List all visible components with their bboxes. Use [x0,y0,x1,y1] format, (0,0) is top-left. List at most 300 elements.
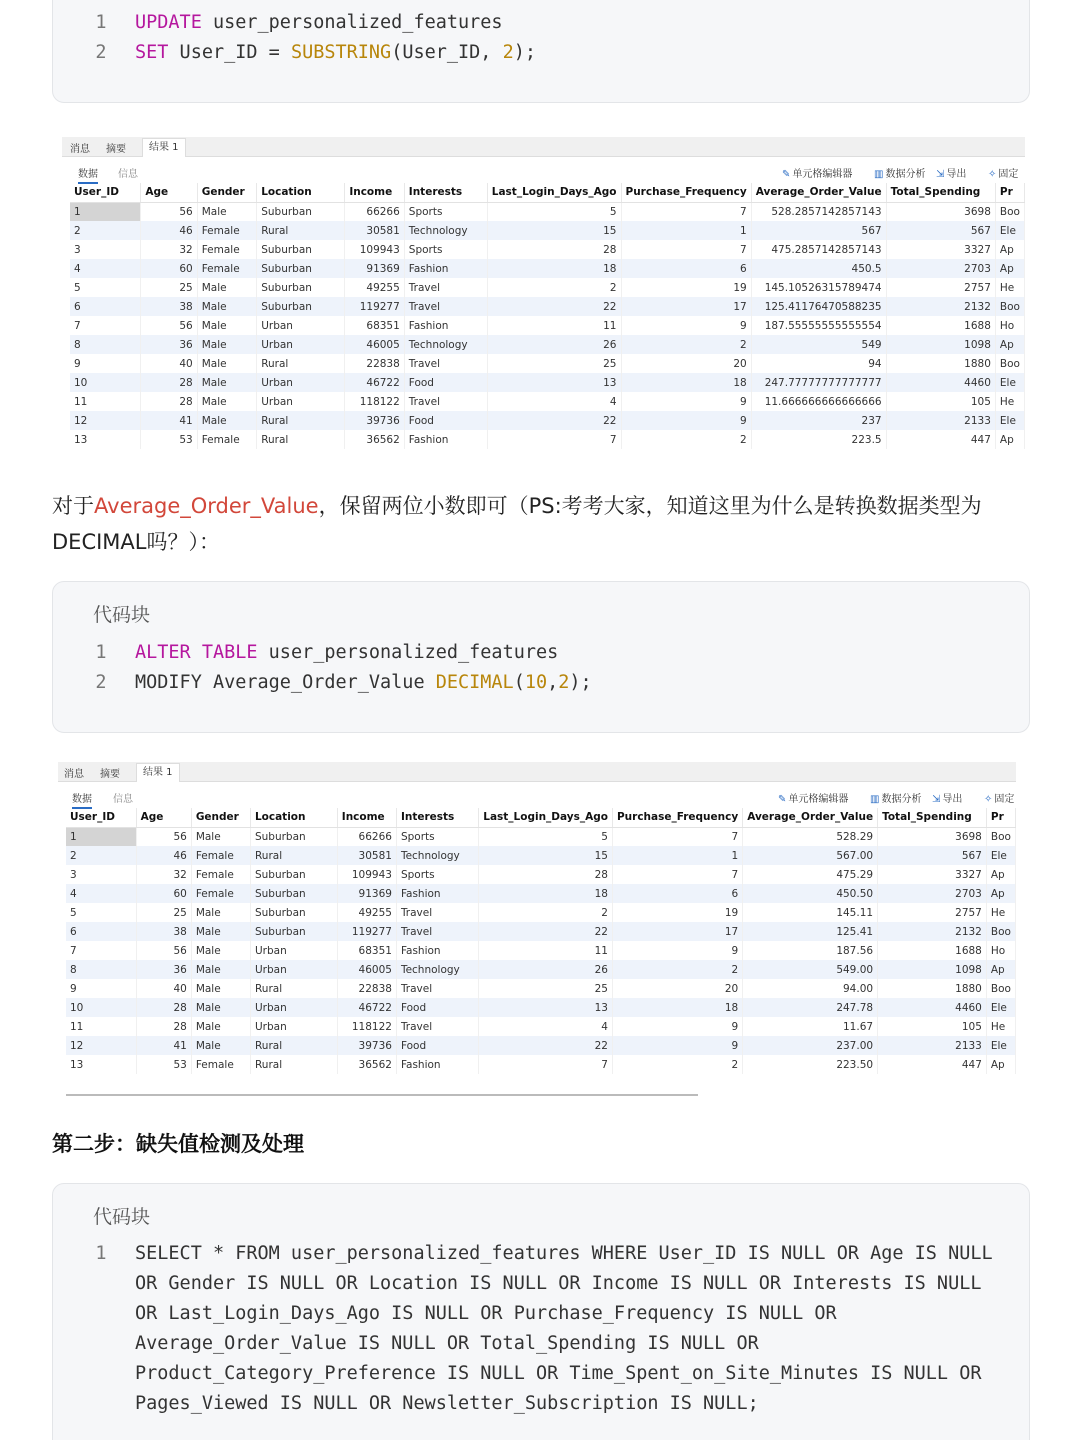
table-row[interactable] [66,922,1016,941]
table-cell[interactable]: 56 [141,202,197,221]
table-cell[interactable]: Travel [396,922,478,941]
table-cell[interactable]: 20 [612,979,742,998]
table-row[interactable] [70,335,1025,354]
table-cell[interactable]: 450.50 [743,884,878,903]
table-cell[interactable]: 20 [621,354,751,373]
table-cell[interactable]: Food [396,998,478,1017]
table-cell[interactable]: Boo [986,922,1015,941]
table-cell[interactable]: 68351 [345,316,404,335]
cell-editor-button[interactable] [778,790,848,805]
table-cell[interactable]: 9 [612,941,742,960]
table-cell[interactable]: Male [197,316,257,335]
table-cell[interactable]: 15 [487,221,621,240]
table-cell[interactable]: Female [197,240,257,259]
table-cell[interactable]: 125.41 [743,922,878,941]
table-row[interactable] [70,354,1025,373]
table-cell[interactable]: Technology [396,846,478,865]
data-analysis-button[interactable] [874,165,925,180]
table-cell[interactable]: Male [197,202,257,221]
data-analysis-button[interactable] [870,790,921,805]
table-cell[interactable]: Suburban [257,202,345,221]
table-cell[interactable]: 237.00 [743,1036,878,1055]
table-cell[interactable]: 2 [621,335,751,354]
table-cell[interactable]: 28 [141,392,197,411]
table-cell[interactable]: Female [191,865,250,884]
table-cell[interactable]: Ap [995,259,1024,278]
table-cell[interactable]: Ap [995,430,1024,449]
table-cell[interactable]: Fashion [404,430,487,449]
table-cell[interactable]: Urban [250,1017,337,1036]
table-cell[interactable]: 40 [136,979,191,998]
table-cell[interactable]: Male [191,979,250,998]
table-row[interactable] [70,392,1025,411]
table-row[interactable] [66,1036,1016,1055]
table-cell[interactable]: Technology [404,335,487,354]
table-cell[interactable]: 119277 [345,297,404,316]
table-cell[interactable]: Fashion [404,316,487,335]
column-header[interactable]: Total_Spending [886,183,995,202]
table-row[interactable] [70,297,1025,316]
table-cell[interactable]: 91369 [345,259,404,278]
table-cell[interactable]: 46 [141,221,197,240]
table-cell[interactable]: 94.00 [743,979,878,998]
table-cell[interactable]: Sports [396,865,478,884]
table-cell[interactable]: 6 [70,297,141,316]
table-cell[interactable]: Suburban [250,884,337,903]
table-cell[interactable]: Female [191,884,250,903]
tab-result-1[interactable]: 结果 1 [136,763,180,782]
subtab-info[interactable]: 信息 [113,794,133,805]
table-cell[interactable]: 25 [136,903,191,922]
table-cell[interactable]: Travel [396,903,478,922]
table-cell[interactable]: 22838 [345,354,404,373]
table-cell[interactable]: 7 [621,202,751,221]
table-cell[interactable]: Boo [995,202,1024,221]
table-cell[interactable]: 46005 [337,960,396,979]
table-cell[interactable]: 9 [66,979,136,998]
table-cell[interactable]: 46 [136,846,191,865]
table-cell[interactable]: 7 [487,430,621,449]
table-cell[interactable]: 11 [487,316,621,335]
table-cell[interactable]: 2132 [878,922,987,941]
table-cell[interactable]: Travel [396,979,478,998]
table-cell[interactable]: Sports [396,827,478,846]
table-cell[interactable]: 2133 [878,1036,987,1055]
table-cell[interactable]: 28 [141,373,197,392]
table-cell[interactable]: 187.55555555555554 [751,316,886,335]
table-cell[interactable]: 567 [878,846,987,865]
table-cell[interactable]: 91369 [337,884,396,903]
table-cell[interactable]: 109943 [337,865,396,884]
table-cell[interactable]: 4 [479,1017,613,1036]
table-cell[interactable]: 4 [66,884,136,903]
column-header[interactable]: Location [257,183,345,202]
table-cell[interactable]: Suburban [257,240,345,259]
column-header[interactable]: Interests [404,183,487,202]
table-cell[interactable]: 17 [621,297,751,316]
table-cell[interactable]: Rural [250,846,337,865]
table-cell[interactable]: 68351 [337,941,396,960]
table-cell[interactable]: He [995,278,1024,297]
table-row[interactable] [66,884,1016,903]
table-cell[interactable]: Ap [986,865,1015,884]
table-cell[interactable]: 13 [487,373,621,392]
table-cell[interactable]: 475.29 [743,865,878,884]
table-cell[interactable]: 145.11 [743,903,878,922]
table-cell[interactable]: Male [191,1036,250,1055]
table-cell[interactable]: 7 [612,865,742,884]
table-cell[interactable]: Rural [257,411,345,430]
table-cell[interactable]: 53 [136,1055,191,1074]
table-cell[interactable]: 118122 [345,392,404,411]
table-cell[interactable]: Ele [995,373,1024,392]
table-cell[interactable]: 36 [136,960,191,979]
table-cell[interactable]: Urban [257,316,345,335]
table-cell[interactable]: 567 [886,221,995,240]
table-cell[interactable]: 2 [70,221,141,240]
table-cell[interactable]: 4 [70,259,141,278]
table-cell[interactable]: 41 [136,1036,191,1055]
table-cell[interactable]: Male [191,960,250,979]
table-cell[interactable]: 41 [141,411,197,430]
table-cell[interactable]: 11.67 [743,1017,878,1036]
table-cell[interactable]: 3 [66,865,136,884]
column-header[interactable]: Age [141,183,197,202]
table-cell[interactable]: Boo [986,827,1015,846]
column-header[interactable]: Last_Login_Days_Ago [487,183,621,202]
table-cell[interactable]: 39736 [337,1036,396,1055]
table-cell[interactable]: 567.00 [743,846,878,865]
tab-summary[interactable]: 摘要 [100,769,120,780]
table-cell[interactable]: 1880 [886,354,995,373]
table-cell[interactable]: 60 [136,884,191,903]
table-cell[interactable]: Ho [986,941,1015,960]
tab-summary[interactable]: 摘要 [106,144,126,155]
table-cell[interactable]: Urban [257,392,345,411]
table-cell[interactable]: 13 [70,430,141,449]
subtab-info[interactable]: 信息 [118,169,138,180]
table-cell[interactable]: Rural [257,430,345,449]
table-cell[interactable]: 4460 [886,373,995,392]
table-cell[interactable]: Fashion [404,259,487,278]
table-cell[interactable]: 105 [886,392,995,411]
table-cell[interactable]: 11 [479,941,613,960]
column-header[interactable]: Income [337,808,396,827]
table-cell[interactable]: 2757 [878,903,987,922]
table-row[interactable] [70,411,1025,430]
table-cell[interactable]: 22 [487,411,621,430]
table-cell[interactable]: 10 [70,373,141,392]
table-cell[interactable]: 11 [66,1017,136,1036]
table-cell[interactable]: 22 [479,1036,613,1055]
table-cell[interactable]: Travel [396,1017,478,1036]
pin-button[interactable] [988,165,1018,180]
table-cell[interactable]: Boo [986,979,1015,998]
column-header[interactable]: User_ID [66,808,136,827]
table-cell[interactable]: 10 [66,998,136,1017]
table-cell[interactable]: 3698 [878,827,987,846]
table-cell[interactable]: Ele [995,221,1024,240]
table-cell[interactable]: 475.2857142857143 [751,240,886,259]
table-cell[interactable]: 1 [612,846,742,865]
table-cell[interactable]: 3698 [886,202,995,221]
table-cell[interactable]: He [986,1017,1015,1036]
table-cell[interactable]: Ele [995,411,1024,430]
column-header[interactable]: Gender [197,183,257,202]
table-cell[interactable]: 2 [479,903,613,922]
table-cell[interactable]: Suburban [257,278,345,297]
column-header[interactable]: Purchase_Frequency [612,808,742,827]
table-cell[interactable]: Ap [986,1055,1015,1074]
table-cell[interactable]: 36562 [345,430,404,449]
column-header[interactable]: Average_Order_Value [743,808,878,827]
table-cell[interactable]: 3 [70,240,141,259]
table-cell[interactable]: Male [191,941,250,960]
table-cell[interactable]: Sports [404,202,487,221]
table-cell[interactable]: 2 [612,1055,742,1074]
table-row[interactable] [66,1017,1016,1036]
table-cell[interactable]: 13 [66,1055,136,1074]
table-cell[interactable]: 53 [141,430,197,449]
table-cell[interactable]: Sports [404,240,487,259]
table-cell[interactable]: 549 [751,335,886,354]
table-cell[interactable]: 25 [487,354,621,373]
table-cell[interactable]: He [995,392,1024,411]
table-cell[interactable]: Ele [986,998,1015,1017]
table-cell[interactable]: 11.666666666666666 [751,392,886,411]
table-cell[interactable]: 19 [612,903,742,922]
table-cell[interactable]: Male [197,335,257,354]
table-cell[interactable]: 3327 [878,865,987,884]
table-cell[interactable]: 125.41176470588235 [751,297,886,316]
table-cell[interactable]: Male [191,998,250,1017]
table-cell[interactable]: Ap [995,335,1024,354]
table-cell[interactable]: 46005 [345,335,404,354]
table-cell[interactable]: He [986,903,1015,922]
export-button[interactable] [936,165,966,180]
column-header[interactable]: Interests [396,808,478,827]
table-cell[interactable]: 12 [70,411,141,430]
table-cell[interactable]: 12 [66,1036,136,1055]
table-cell[interactable]: 450.5 [751,259,886,278]
table-cell[interactable]: Urban [257,373,345,392]
table-cell[interactable]: 447 [886,430,995,449]
table-cell[interactable]: 13 [479,998,613,1017]
table-cell[interactable]: 36 [141,335,197,354]
table-cell[interactable]: 2 [621,430,751,449]
table-cell[interactable]: Boo [995,297,1024,316]
table-cell[interactable]: Rural [250,1055,337,1074]
table-cell[interactable]: Fashion [396,941,478,960]
table-row[interactable] [70,373,1025,392]
table-cell[interactable]: 2132 [886,297,995,316]
table-cell[interactable]: Fashion [396,884,478,903]
table-cell[interactable]: 25 [141,278,197,297]
tab-messages[interactable]: 消息 [64,769,84,780]
table-cell[interactable]: 28 [487,240,621,259]
table-cell[interactable]: 1688 [886,316,995,335]
table-cell[interactable]: Female [197,430,257,449]
table-cell[interactable]: 119277 [337,922,396,941]
table-cell[interactable]: 223.5 [751,430,886,449]
table-cell[interactable]: Ho [995,316,1024,335]
table-cell[interactable]: 22838 [337,979,396,998]
table-cell[interactable]: 118122 [337,1017,396,1036]
table-cell[interactable]: Ele [986,1036,1015,1055]
column-header[interactable]: Total_Spending [878,808,987,827]
table-cell[interactable]: 17 [612,922,742,941]
table-cell[interactable]: Male [197,297,257,316]
table-row[interactable] [66,979,1016,998]
subtab-data[interactable]: 数据 [78,165,98,184]
table-cell[interactable]: 9 [621,392,751,411]
table-cell[interactable]: Male [197,354,257,373]
table-cell[interactable]: 30581 [345,221,404,240]
column-header[interactable]: Pr [986,808,1015,827]
table-cell[interactable]: 6 [66,922,136,941]
table-cell[interactable]: Male [197,392,257,411]
table-cell[interactable]: 3327 [886,240,995,259]
table-cell[interactable]: 40 [141,354,197,373]
table-row[interactable] [70,316,1025,335]
table-cell[interactable]: 56 [141,316,197,335]
table-cell[interactable]: 9 [612,1017,742,1036]
tab-messages[interactable]: 消息 [70,144,90,155]
table-cell[interactable]: Urban [257,335,345,354]
table-row[interactable] [66,1055,1016,1074]
table-cell[interactable]: Travel [404,297,487,316]
table-cell[interactable]: 19 [621,278,751,297]
table-cell[interactable]: Rural [250,979,337,998]
column-header[interactable]: Gender [191,808,250,827]
table-cell[interactable]: 105 [878,1017,987,1036]
table-cell[interactable]: 30581 [337,846,396,865]
tab-result-1[interactable]: 结果 1 [142,138,186,157]
table-cell[interactable]: Suburban [250,865,337,884]
table-cell[interactable]: 7 [70,316,141,335]
table-cell[interactable]: 49255 [345,278,404,297]
table-cell[interactable]: 5 [487,202,621,221]
table-cell[interactable]: 8 [66,960,136,979]
table-cell[interactable]: Suburban [250,903,337,922]
table-cell[interactable]: 145.10526315789474 [751,278,886,297]
table-cell[interactable]: Rural [257,354,345,373]
table-row[interactable] [66,903,1016,922]
table-row[interactable] [66,960,1016,979]
table-cell[interactable]: 2757 [886,278,995,297]
table-cell[interactable]: 447 [878,1055,987,1074]
table-cell[interactable]: 39736 [345,411,404,430]
table-cell[interactable]: 38 [141,297,197,316]
table-cell[interactable]: 4 [487,392,621,411]
table-cell[interactable]: Travel [404,354,487,373]
table-row[interactable] [66,941,1016,960]
table-cell[interactable]: Technology [396,960,478,979]
column-header[interactable]: Income [345,183,404,202]
table-row[interactable] [70,202,1025,221]
table-cell[interactable]: Suburban [257,259,345,278]
table-cell[interactable]: 11 [70,392,141,411]
table-cell[interactable]: 26 [487,335,621,354]
table-cell[interactable]: 46722 [337,998,396,1017]
table-cell[interactable]: 9 [621,316,751,335]
table-cell[interactable]: 66266 [337,827,396,846]
table-cell[interactable]: 528.2857142857143 [751,202,886,221]
table-cell[interactable]: 9 [612,1036,742,1055]
table-cell[interactable]: Travel [404,392,487,411]
table-cell[interactable]: 18 [479,884,613,903]
table-cell[interactable]: 56 [136,827,191,846]
table-cell[interactable]: 528.29 [743,827,878,846]
table-cell[interactable]: 8 [70,335,141,354]
table-cell[interactable]: Food [404,373,487,392]
table-cell[interactable]: Female [191,1055,250,1074]
table-cell[interactable]: 28 [136,1017,191,1036]
table-cell[interactable]: 22 [487,297,621,316]
table-cell[interactable]: Male [191,922,250,941]
table-cell[interactable]: 187.56 [743,941,878,960]
table-cell[interactable]: 2703 [878,884,987,903]
table-cell[interactable]: 2 [612,960,742,979]
table-cell[interactable]: 237 [751,411,886,430]
table-cell[interactable]: 6 [612,884,742,903]
table-cell[interactable]: 26 [479,960,613,979]
table-cell[interactable]: 7 [479,1055,613,1074]
table-row[interactable] [66,998,1016,1017]
table-cell[interactable]: Urban [250,998,337,1017]
table-cell[interactable]: 1098 [878,960,987,979]
table-cell[interactable]: 32 [141,240,197,259]
table-cell[interactable]: 2703 [886,259,995,278]
table-cell[interactable]: 7 [621,240,751,259]
table-cell[interactable]: Food [396,1036,478,1055]
table-cell[interactable]: 6 [621,259,751,278]
table-cell[interactable]: 1880 [878,979,987,998]
table-cell[interactable]: Ap [986,884,1015,903]
table-cell[interactable]: 18 [487,259,621,278]
subtab-data[interactable]: 数据 [72,790,92,809]
table-row[interactable] [70,240,1025,259]
table-cell[interactable]: 4460 [878,998,987,1017]
table-cell[interactable]: 109943 [345,240,404,259]
table-cell[interactable]: Female [191,846,250,865]
column-header[interactable]: Last_Login_Days_Ago [479,808,613,827]
column-header[interactable]: Age [136,808,191,827]
table-cell[interactable]: Male [197,373,257,392]
table-cell[interactable]: Male [197,278,257,297]
column-header[interactable]: Pr [995,183,1024,202]
table-cell[interactable]: Female [197,259,257,278]
table-cell[interactable]: Travel [404,278,487,297]
table-cell[interactable]: 28 [479,865,613,884]
table-cell[interactable]: 9 [621,411,751,430]
table-cell[interactable]: Male [191,903,250,922]
table-cell[interactable]: 36562 [337,1055,396,1074]
column-header[interactable]: Location [250,808,337,827]
table-cell[interactable]: 38 [136,922,191,941]
table-cell[interactable]: Urban [250,960,337,979]
table-cell[interactable]: Ap [986,960,1015,979]
table-cell[interactable]: 1098 [886,335,995,354]
table-cell[interactable]: 1688 [878,941,987,960]
table-cell[interactable]: 7 [66,941,136,960]
table-cell[interactable]: 1 [621,221,751,240]
export-button[interactable] [932,790,962,805]
table-cell[interactable]: 9 [70,354,141,373]
table-cell[interactable]: 223.50 [743,1055,878,1074]
table-cell[interactable]: Fashion [396,1055,478,1074]
table-cell[interactable]: 22 [479,922,613,941]
